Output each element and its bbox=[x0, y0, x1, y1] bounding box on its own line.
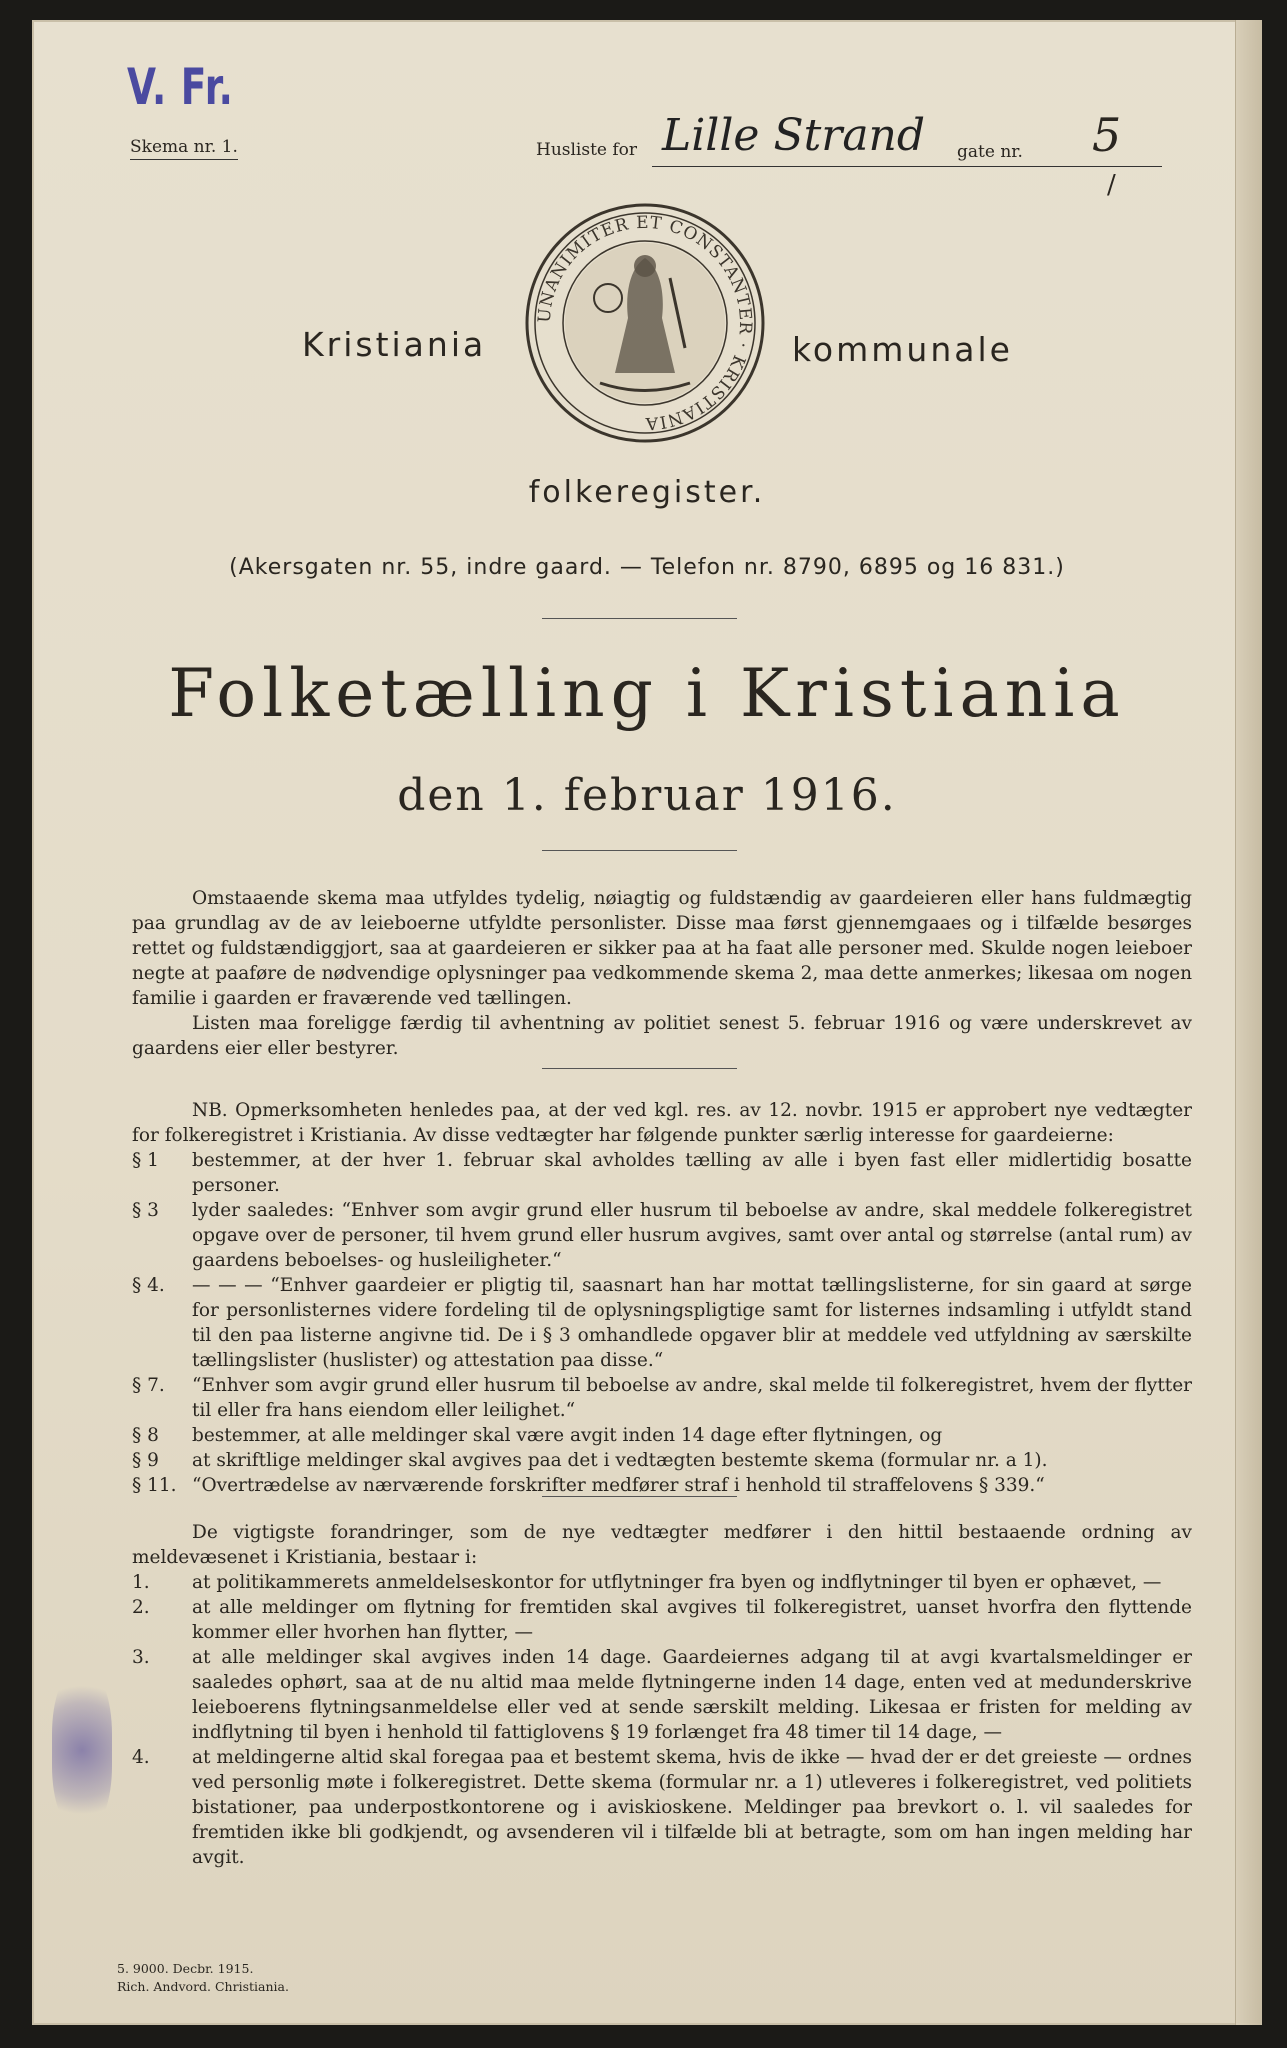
office-address: (Akersgaten nr. 55, indre gaard. — Telefon nr. 8790, 6895 og 16 831.) bbox=[229, 555, 1065, 580]
change-item bbox=[132, 1570, 1192, 1595]
husliste-label: Husliste for bbox=[536, 140, 638, 160]
change-item bbox=[132, 1595, 1192, 1645]
ink-smudge bbox=[52, 1670, 112, 1830]
stamp-mark: V. Fr. bbox=[127, 58, 234, 116]
intro-section bbox=[132, 886, 1192, 1061]
nb-item-text: “Overtrædelse av nærværende forskrifter medfører straf i henhold til straffelovens § 339.“ bbox=[192, 1475, 1045, 1496]
nb-item-number: § 1 bbox=[132, 1150, 159, 1171]
pen-tick: / bbox=[1107, 170, 1116, 200]
nb-item-number: § 4. bbox=[132, 1275, 165, 1296]
nb-item-text: at skriftlige meldinger skal avgives paa det i vedtægten bestemte skema (formular nr. a 1). bbox=[192, 1450, 1048, 1471]
nb-item-text: bestemmer, at alle meldinger skal være avgit inden 14 dage efter flytningen, og bbox=[192, 1425, 943, 1446]
nb-item-text: — — — “Enhver gaardeier er pligtig til, saasnart han har mottat tællingslisterne, for sin gaard at sørge for personlisternes videre fordeling til de oplysningspligtige samt for listernes indsamling i utfyldt stand til den paa listerne angivne tid. De i § 3 omhandlede opgaver blir at meddele ved utfyldning av særskilte tællingslister (huslister) og attestation paa disse.“ bbox=[192, 1275, 1192, 1371]
masthead-left: Kristiania bbox=[302, 325, 487, 364]
imprint-line: Rich. Andvord. Christiania. bbox=[117, 1979, 289, 1994]
nb-item-number: § 7. bbox=[132, 1375, 165, 1396]
nb-item bbox=[132, 1198, 1192, 1273]
divider bbox=[542, 618, 737, 619]
change-item-number: 3. bbox=[132, 1647, 150, 1668]
change-item-text: at alle meldinger om flytning for fremtiden skal avgives til folkeregistret, uanset hvorfra den flyttende kommer eller hvorhen han flytter, — bbox=[192, 1597, 1192, 1643]
change-item bbox=[132, 1645, 1192, 1745]
seal-text: UNANIMITER ET CONSTANTER · KRISTIANIA bbox=[534, 212, 756, 434]
skema-label: Skema nr. 1. bbox=[130, 137, 238, 160]
nb-item-text: bestemmer, at der hver 1. februar skal avholdes tælling av alle i byen fast eller midlertidig bosatte personer. bbox=[192, 1150, 1192, 1196]
gate-label: gate nr. bbox=[957, 142, 1023, 162]
imprint-line: 5. 9000. Decbr. 1915. bbox=[117, 1961, 254, 1976]
printer-imprint bbox=[117, 1960, 289, 1996]
change-item-text: at politikammerets anmeldelseskontor for utflytninger fra byen og indflytninger til byen er ophævet, — bbox=[192, 1572, 1162, 1593]
city-seal-icon bbox=[520, 198, 770, 448]
divider bbox=[542, 850, 737, 851]
census-form-page bbox=[32, 20, 1262, 2025]
page-title: Folketælling i Kristiania bbox=[168, 655, 1126, 732]
page-edge bbox=[1235, 20, 1262, 2025]
divider bbox=[542, 1496, 737, 1497]
nb-item-number: § 3 bbox=[132, 1200, 159, 1221]
nb-item bbox=[132, 1473, 1192, 1498]
nb-lead: NB. Opmerksomheten henledes paa, at der ved kgl. res. av 12. novbr. 1915 er approbert nye vedtægter for folkeregistret i Kristiania. Av disse vedtægter har følgende punkter særlig interesse for gaardeierne: bbox=[132, 1100, 1192, 1146]
street-name-handwritten: Lille Strand bbox=[662, 110, 926, 161]
intro-paragraph: Omstaaende skema maa utfyldes tydelig, nøiagtig og fuldstændig av gaardeieren eller hans fuldmægtig paa grundlag av de av leieboerne utfyldte personlister. Disse maa først gjennemgaaes og i tilfælde besørges rettet og fuldstændiggjort, saa at gaardeieren er sikker paa at ha faat alle personer med. Skulde nogen leieboer negte at paaføre de nødvendige oplysninger paa vedkommende skema 2, maa dette anmerkes; likesaa om nogen familie i gaarden er fraværende ved tællingen. bbox=[132, 888, 1192, 1009]
gate-number-handwritten: 5 bbox=[1092, 108, 1122, 162]
changes-section bbox=[132, 1520, 1192, 1870]
nb-section bbox=[132, 1098, 1192, 1498]
change-item-text: at alle meldinger skal avgives inden 14 dage. Gaardeiernes adgang til at avgi kvartalsmeldinger er saaledes ophørt, saa at de nu altid maa melde flytningerne inden 14 dage, enten ved at medunderskrive leieboerens flytningsanmeldelse eller ved at sende særskilt melding. Likesaa er fristen for melding av indflytning til byen i henhold til fattiglovens § 19 forlænget fra 48 timer til 14 dage, — bbox=[192, 1647, 1192, 1743]
nb-item-number: § 11. bbox=[132, 1475, 177, 1496]
change-item-number: 2. bbox=[132, 1597, 150, 1618]
change-item-number: 4. bbox=[132, 1747, 150, 1768]
changes-lead: De vigtigste forandringer, som de nye vedtægter medfører i den hittil bestaaende ordning av meldevæsenet i Kristiania, bestaar i: bbox=[132, 1522, 1192, 1568]
masthead-right: kommunale bbox=[792, 330, 1013, 369]
change-item bbox=[132, 1745, 1192, 1870]
change-item-text: at meldingerne altid skal foregaa paa et bestemt skema, hvis de ikke — hvad der er det greieste — ordnes ved personlig møte i folkeregistret. Dette skema (formular nr. a 1) utleveres i folkeregistret, ved politiets bistationer, paa underpostkontorene og i aviskioskene. Meldinger paa brevkort o. l. vil saaledes for fremtiden ikke bli godkjendt, og avsenderen vil i tilfælde bli at betragte, som om han ingen melding har avgit. bbox=[192, 1747, 1192, 1868]
nb-item-number: § 9 bbox=[132, 1450, 159, 1471]
nb-item-text: “Enhver som avgir grund eller husrum til beboelse av andre, skal melde til folkeregistret, hvem der flytter til eller fra hans eiendom eller leilighet.“ bbox=[192, 1375, 1192, 1421]
nb-item-number: § 8 bbox=[132, 1425, 159, 1446]
divider bbox=[542, 1068, 737, 1069]
nb-item bbox=[132, 1273, 1192, 1373]
intro-paragraph: Listen maa foreligge færdig til avhentning av politiet senest 5. februar 1916 og være underskrevet av gaardens eier eller bestyrer. bbox=[132, 1013, 1192, 1059]
nb-item bbox=[132, 1148, 1192, 1198]
nb-item bbox=[132, 1448, 1192, 1473]
change-item-number: 1. bbox=[132, 1572, 150, 1593]
page-subtitle: den 1. februar 1916. bbox=[397, 770, 897, 821]
masthead-folkeregister: folkeregister. bbox=[528, 475, 766, 510]
nb-item bbox=[132, 1423, 1192, 1448]
nb-item bbox=[132, 1373, 1192, 1423]
nb-item-text: lyder saaledes: “Enhver som avgir grund eller husrum til beboelse av andre, skal meddele folkeregistret opgave over de personer, til hvem grund eller husrum avgives, samt over antal og størrelse (antal rum) av gaardens beboelses- og husleiligheter.“ bbox=[192, 1200, 1192, 1271]
husliste-line bbox=[652, 166, 1162, 167]
